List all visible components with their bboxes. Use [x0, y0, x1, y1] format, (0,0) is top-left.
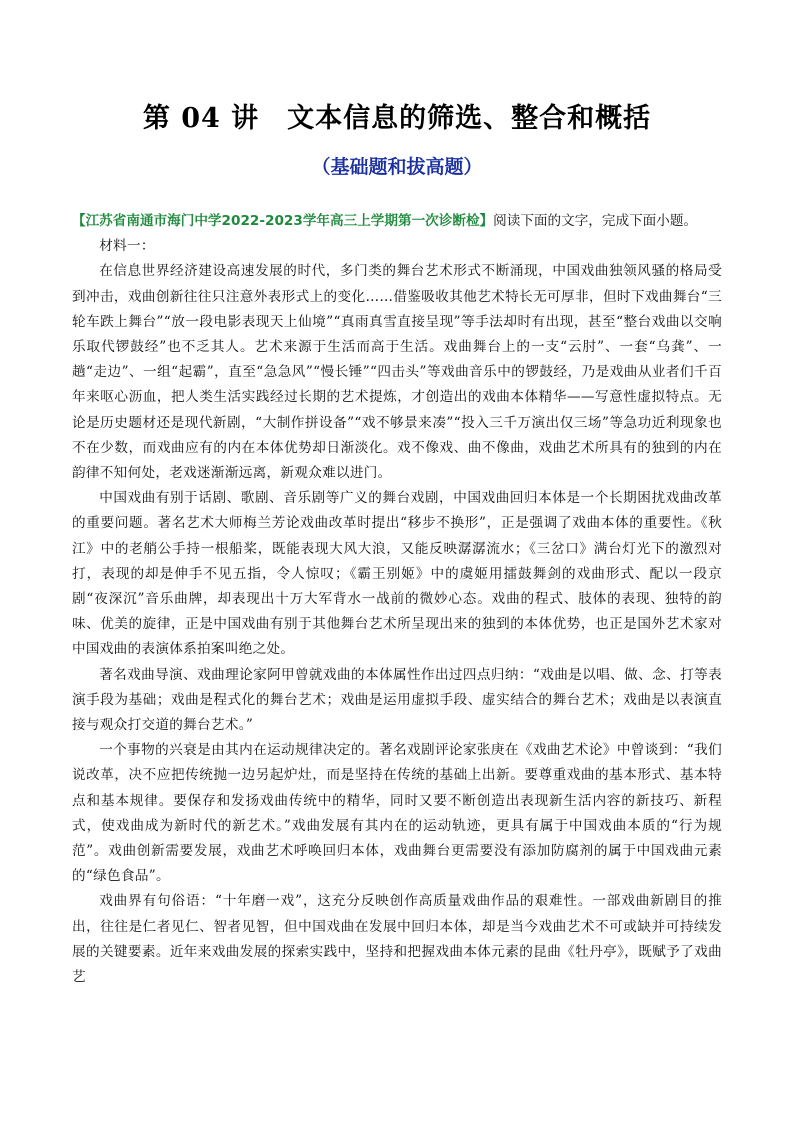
question-instruction: 阅读下面的文字，完成下面小题。 — [493, 213, 698, 229]
paragraph-5: 戏曲界有句俗语：“十年磨一戏”，这充分反映创作高质量戏曲作品的艰难性。一部戏曲新剧目的推出，往往是仁者见仁、智者见智，但中国戏曲在发展中回归本体，却是当今戏曲艺术不可或缺并可持续发展的关键要素。近年来戏曲发展的探索实践中，坚持和把握戏曲本体元素的昆曲《牡丹亭》，既赋予了戏曲艺 — [72, 893, 722, 986]
lesson-title: 第 04 讲 文本信息的筛选、整合和概括 — [142, 103, 652, 134]
paragraph-2: 中国戏曲有别于话剧、歌剧、音乐剧等广义的舞台戏剧，中国戏曲回归本体是一个长期困扰戏曲改革的重要问题。著名艺术大师梅兰芳论戏曲改革时提出“移步不换形”，正是强调了戏曲本体的重要性。《秋江》中的老艄公手持一根船桨，既能表现大风大浪，又能反映潺潺流水；《三岔口》满台灯光下的激烈对打，表现的却是伸手不见五指，令人惊叹；《霸王别姬》中的虞姬用擂鼓舞剑的戏曲形式、配以一段京剧“夜深沉”音乐曲牌，却表现出十万大军背水一战前的微妙心态。戏曲的程式、肢体的表现、独特的韵味、优美的旋律，正是中国戏曲有别于其他舞台艺术所呈现出来的独到的本体优势，也正是国外艺术家对中国戏曲的表演体系拍案叫绝之处。 — [72, 490, 722, 658]
article-body — [72, 209, 722, 990]
material-label: 材料一： — [99, 238, 155, 255]
paragraph-3: 著名戏曲导演、戏曲理论家阿甲曾就戏曲的本体属性作出过四点归纳：“戏曲是以唱、做、念、打等表演手段为基础；戏曲是程式化的舞台艺术；戏曲是运用虚拟手段、虚实结合的舞台艺术；戏曲是以表演直接与观众打交道的舞台艺术。” — [72, 666, 722, 734]
source-line — [72, 209, 722, 234]
paragraph-1: 在信息世界经济建设高速发展的时代，多门类的舞台艺术形式不断涌现，中国戏曲独领风骚的格局受到冲击，戏曲创新往往只注意外表形式上的变化……借鉴吸收其他艺术特长无可厚非，但时下戏曲舞台“三轮车跌上舞台”“放一段电影表现天上仙境”“真雨真雪直接呈现”等手法却时有出现，甚至“整台戏曲以交响乐取代锣鼓经”也不乏其人。艺术来源于生活而高于生活。戏曲舞台上的一支“云肘”、一套“乌龚”、一趟“走边”、一组“起霸”，直至“急急风”“慢长锤”“四击头”等戏曲音乐中的锣鼓经，乃是戏曲从业者们千百年来呕心沥血，把人类生活实践经过长期的艺术提炼，才创造出的戏曲本体精华——写意性虚拟特点。无论是历史题材还是现代新剧，“大制作拼设备”“戏不够景来凑”“投入三千万演出仅三场”等急功近利现象也不在少数，而戏曲应有的内在本体优势却日渐淡化。戏不像戏、曲不像曲，戏曲艺术所具有的独到的内在韵律不知何处，老戏迷渐渐远离，新观众难以进门。 — [72, 263, 722, 482]
source-citation: 【江苏省南通市海门中学2022-2023学年高三上学期第一次诊断检】 — [72, 213, 494, 229]
paragraph-4: 一个事物的兴衰是由其内在运动规律决定的。著名戏剧评论家张庚在《戏曲艺术论》中曾谈到：“我们说改革，决不应把传统抛一边另起炉灶，而是坚持在传统的基础上出新。要尊重戏曲的基本形式、基本特点和基本规律。要保存和发扬戏曲传统中的精华，同时又要不断创造出表现新生活内容的新技巧、新程式，使戏曲成为新时代的新艺术。”戏曲发展有其内在的运动轨迹，更具有属于中国戏曲本质的“行为规范”。戏曲创新需要发展，戏曲艺术呼唤回归本体，戏曲舞台更需要没有添加防腐剂的属于中国戏曲元素的“绿色食品”。 — [72, 742, 722, 885]
lesson-subtitle: （基础题和拔高题） — [311, 156, 483, 178]
